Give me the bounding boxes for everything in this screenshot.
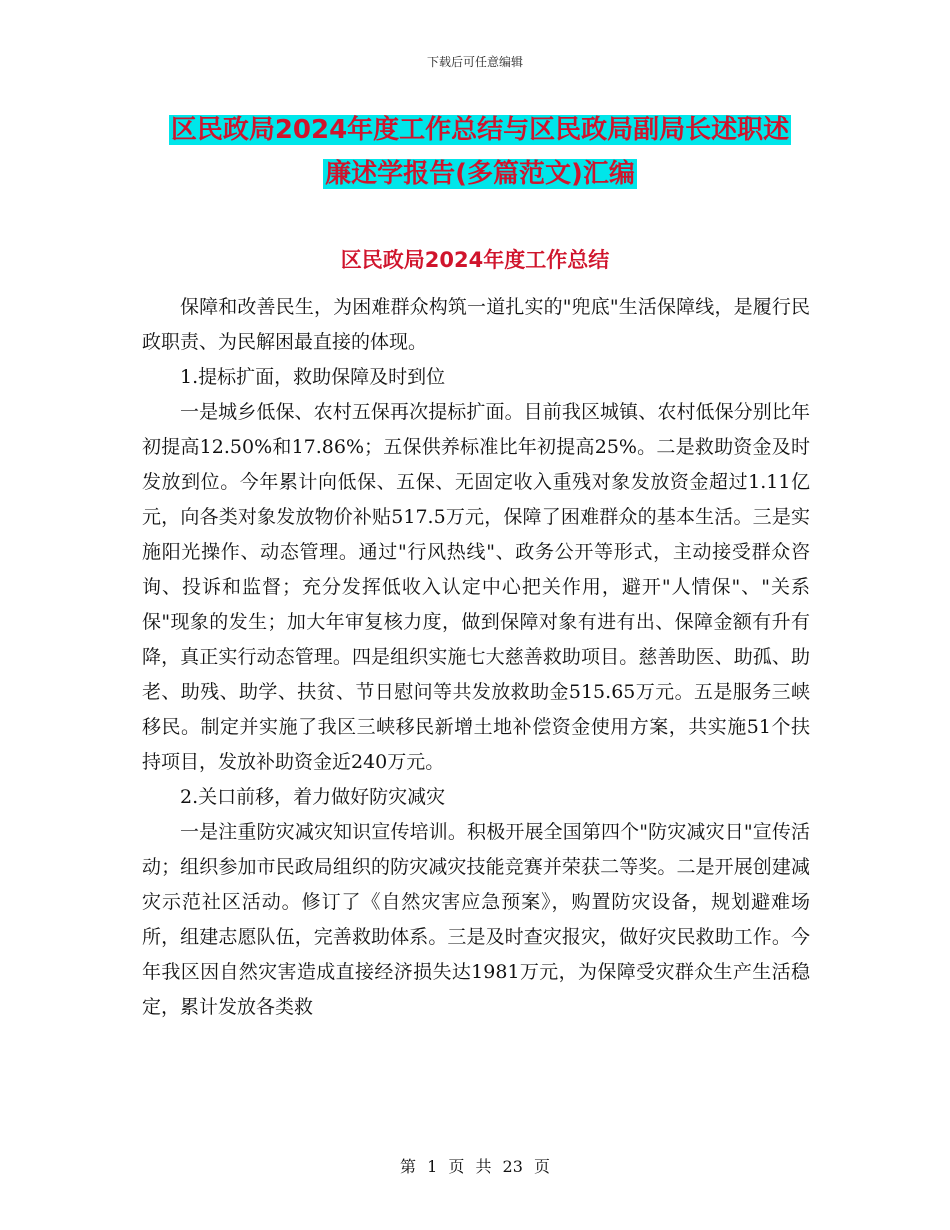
page-number: 第 1 页 共 23 页 bbox=[400, 1157, 550, 1176]
section-title: 区民政局2024年度工作总结 bbox=[340, 248, 610, 272]
document-title bbox=[140, 108, 820, 196]
paragraph-heading: 2.关口前移，着力做好防灾减灾 bbox=[180, 786, 446, 808]
document-title-line-2: 廉述学报告(多篇范文)汇编 bbox=[325, 159, 635, 189]
paragraph: 一是注重防灾减灾知识宣传培训。积极开展全国第四个"防灾减灾日"宣传活动；组织参加市民政局组织的防灾减灾技能竞赛并荣获二等奖。二是开展创建减灾示范社区活动。修订了《自然灾害应急预案》，购置防灾设备，规划避难场所，组建志愿队伍，完善救助体系。三是及时查灾报灾，做好灾民救助工作。今年我区因自然灾害造成直接经济损失达1981万元，为保障受灾群众生产生活稳定，累计发放各类救 bbox=[142, 821, 810, 1018]
paragraph: 保障和改善民生，为困难群众构筑一道扎实的"兜底"生活保障线，是履行民政职责、为民解困最直接的体现。 bbox=[142, 296, 810, 353]
document-title-line-1: 区民政局2024年度工作总结与区民政局副局长述职述 bbox=[170, 115, 790, 145]
paragraph: 一是城乡低保、农村五保再次提标扩面。目前我区城镇、农村低保分别比年初提高12.50%和17.86%；五保供养标准比年初提高25%。二是救助资金及时发放到位。今年累计向低保、五保、无固定收入重残对象发放资金超过1.11亿元，向各类对象发放物价补贴517.5万元，保障了困难群众的基本生活。三是实施阳光操作、动态管理。通过"行风热线"、政务公开等形式，主动接受群众咨询、投诉和监督；充分发挥低收入认定中心把关作用，避开"人情保"、"关系保"现象的发生；加大年审复核力度，做到保障对象有进有出、保障金额有升有降，真正实行动态管理。四是组织实施七大慈善救助项目。慈善助医、助孤、助老、助残、助学、扶贫、节日慰问等共发放救助金515.65万元。五是服务三峡移民。制定并实施了我区三峡移民新增土地补偿资金使用方案，共实施51个扶持项目，发放补助资金近240万元。 bbox=[142, 401, 810, 773]
document-body bbox=[142, 290, 810, 1025]
page-header-note: 下载后可任意编辑 bbox=[426, 55, 523, 69]
paragraph-heading: 1.提标扩面，救助保障及时到位 bbox=[180, 366, 446, 388]
